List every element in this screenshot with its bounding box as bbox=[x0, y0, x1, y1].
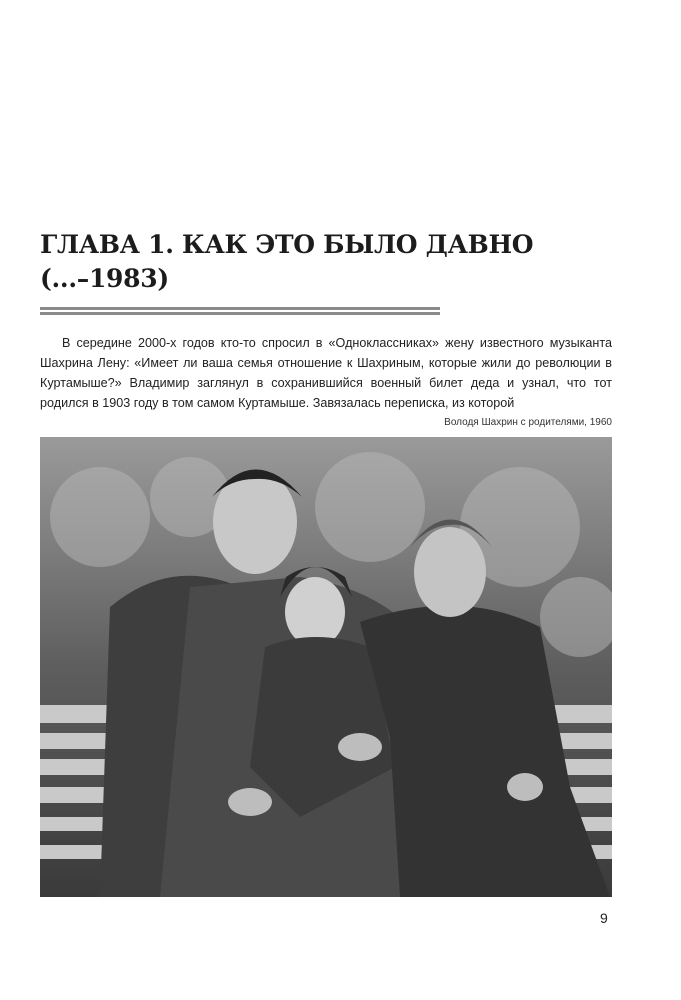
family-photo bbox=[40, 437, 612, 897]
chapter-title-line-2: (...–1983) bbox=[40, 264, 169, 293]
title-divider-top bbox=[40, 307, 440, 310]
photo-image bbox=[40, 437, 612, 897]
chapter-title bbox=[40, 228, 600, 296]
paragraph: В середине 2000-х годов кто-то спросил в «Одноклассниках» жену известного музыканта Шахрина Лену: «Имеет ли ваша семья отношение к Шахриным, которые жили до революции в Куртамыше?» Владимир заглянул в сохранившийся военный билет деда и узнал, что тот родился в 1903 году в том самом Куртамыше. Завязалась переписка, из которой bbox=[40, 336, 612, 410]
photo-caption: Володя Шахрин с родителями, 1960 bbox=[444, 417, 612, 428]
chapter-title-line-1: ГЛАВА 1. КАК ЭТО БЫЛО ДАВНО bbox=[40, 230, 534, 259]
title-divider-bottom bbox=[40, 312, 440, 315]
page-number: 9 bbox=[600, 910, 608, 926]
body-text bbox=[40, 333, 612, 413]
